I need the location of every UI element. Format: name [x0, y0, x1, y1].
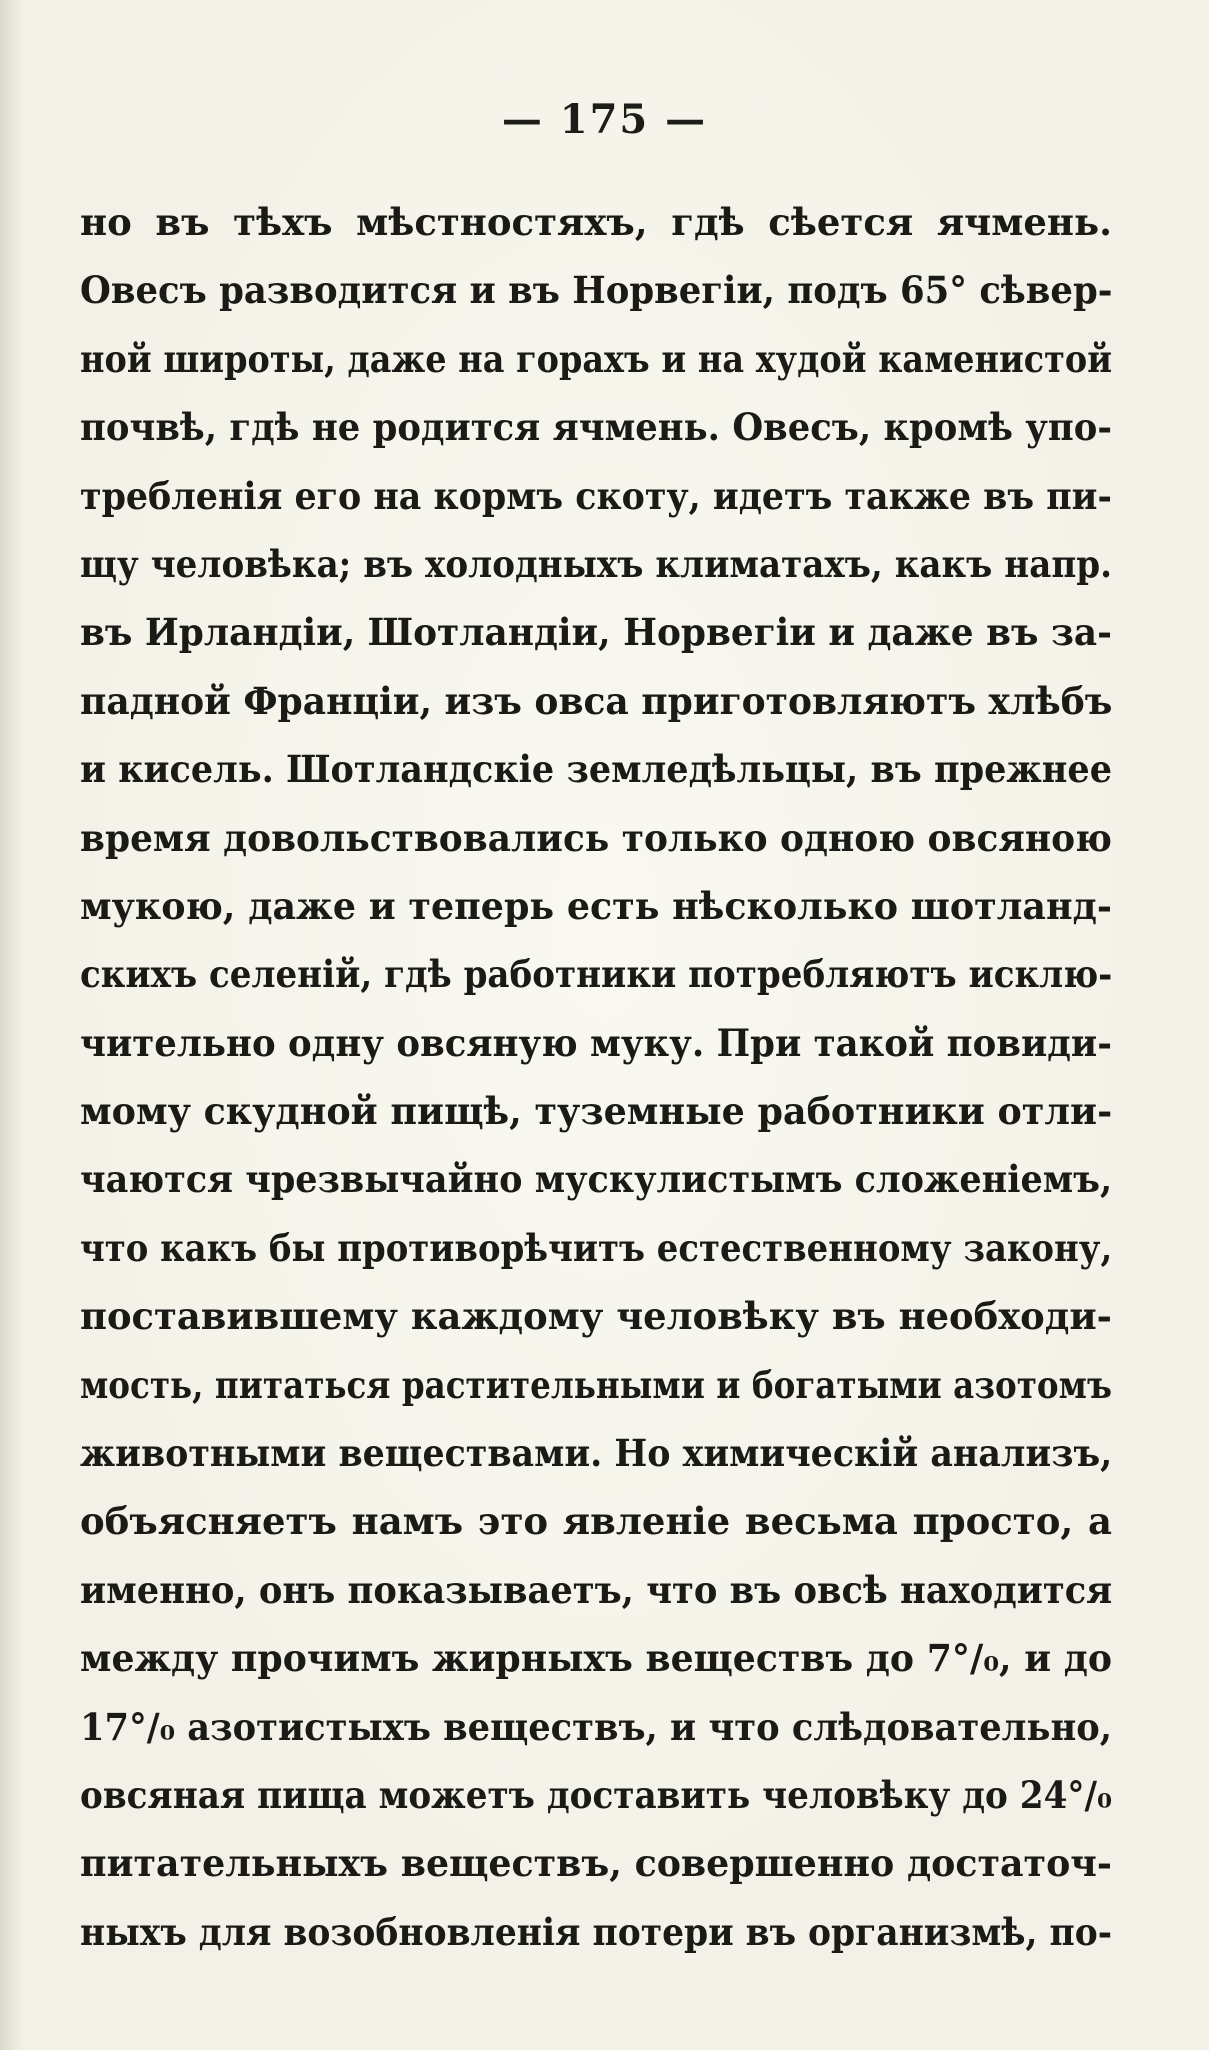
text-line: падной Франціи, изъ овса приготовляютъ хлѣбъ — [80, 678, 1113, 723]
text-line: чительно одну овсяную муку. При такой повиди- — [80, 1020, 1112, 1065]
text-line: ныхъ для возобновленія потери въ организмѣ, по- — [80, 1909, 1113, 1954]
body-text — [80, 188, 1112, 1966]
text-line: поставившему каждому человѣку въ необходи- — [80, 1294, 1112, 1339]
text-line: скихъ селеній, гдѣ работники потребляютъ исклю- — [80, 952, 1113, 997]
text-line: 17°/₀ азотистыхъ веществъ, и что слѣдовательно, — [80, 1704, 1113, 1749]
text-line: животными веществами. Но химическій анализъ, — [80, 1431, 1113, 1476]
text-line: время довольствовались только одною овсяною — [80, 815, 1112, 860]
text-line: между прочимъ жирныхъ веществъ до 7°/₀, и до — [80, 1636, 1113, 1681]
text-line: требленія его на кормъ скоту, идетъ также въ пи- — [80, 473, 1112, 518]
text-line: почвѣ, гдѣ не родится ячмень. Овесъ, кромѣ упо- — [80, 405, 1113, 450]
text-line: что какъ бы противорѣчитъ естественному закону, — [80, 1225, 1113, 1270]
text-line: мукою, даже и теперь есть нѣсколько шотланд- — [80, 883, 1113, 928]
text-line: чаются чрезвычайно мускулистымъ сложеніемъ, — [80, 1157, 1113, 1202]
text-line: объясняетъ намъ это явленіе весьма просто, а — [80, 1499, 1112, 1544]
text-line: овсяная пища можетъ доставить человѣку до 24°/₀ — [80, 1772, 1112, 1817]
text-line: мость, питаться растительными и богатыми азотомъ — [80, 1362, 1112, 1407]
text-line: но въ тѣхъ мѣстностяхъ, гдѣ сѣется ячмень. — [80, 200, 1112, 244]
text-line: Овесъ разводится и въ Норвегіи, подъ 65° сѣвер- — [80, 268, 1113, 313]
page-number: — 175 — — [501, 96, 708, 143]
text-line: питательныхъ веществъ, совершенно достаточ- — [80, 1841, 1112, 1886]
text-line: мому скудной пищѣ, туземные работники отли- — [80, 1089, 1113, 1134]
page-edge-shadow — [0, 0, 22, 2050]
text-line: именно, онъ показываетъ, что въ овсѣ находится — [80, 1567, 1113, 1612]
text-line: въ Ирландіи, Шотландіи, Норвегіи и даже въ за- — [80, 610, 1112, 655]
text-line: ной широты, даже на горахъ и на худой каменистой — [80, 336, 1113, 381]
text-line: щу человѣка; въ холодныхъ климатахъ, какъ напр. — [80, 541, 1113, 586]
text-line: и кисель. Шотландскіе земледѣльцы, въ прежнее — [80, 747, 1113, 792]
